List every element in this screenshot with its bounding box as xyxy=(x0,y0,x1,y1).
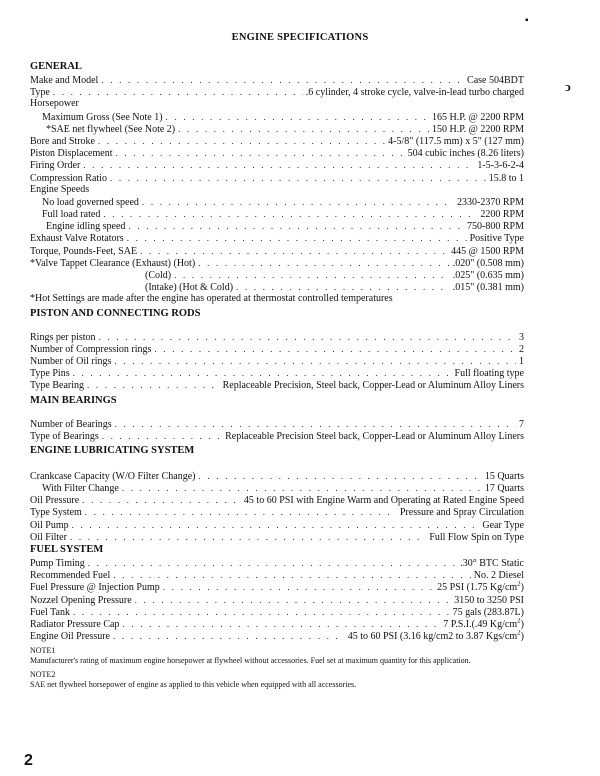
page-number: 2 xyxy=(24,752,33,769)
spec-row-rings: Rings per piston . . . 3 xyxy=(30,331,524,343)
spec-row-fuel-tank: Fuel Tank . . . 75 gals (283.87L) xyxy=(30,606,524,618)
note2-text: SAE net flywheel horsepower of engine as applied to this vehicle when equipped with all accessories. xyxy=(30,679,357,689)
hot-settings-note: *Hot Settings are made after the engine has operated at thermostat controlled temperatures xyxy=(30,293,393,305)
section-lubricating-heading: ENGINE LUBRICATING SYSTEM xyxy=(30,444,195,456)
spec-row-full-load: Full load rated . . . 2200 RPM xyxy=(30,208,524,220)
spec-row-no-load: No load governed speed . . . 2330-2370 RPM xyxy=(30,196,524,208)
spec-row-number-bearings: Number of Bearings . . . 7 xyxy=(30,418,524,430)
note2-heading: NOTE2 xyxy=(30,669,56,679)
spec-row-exhaust-rotators: Exhaust Valve Rotators . . . Positive Type xyxy=(30,232,524,244)
spec-row-nozzle-pressure: Nozzel Opening Pressure . . . 3150 to 3250 PSI xyxy=(30,594,524,606)
spec-row-tappet-intake: (Intake) (Hot & Cold) . . . .015" (0.381 mm) xyxy=(30,281,524,293)
spec-row-type-system: Type System . . . Pressure and Spray Circulation xyxy=(30,506,524,518)
section-main-bearings-heading: MAIN BEARINGS xyxy=(30,394,117,406)
spec-row-type-pins: Type Pins . . . Full floating type xyxy=(30,367,524,379)
spec-label-engine-speeds: Engine Speeds xyxy=(30,183,90,195)
spec-row-pump-timing: Pump Timing . . . .30° BTC Static xyxy=(30,557,524,569)
stray-mark: ▪ xyxy=(525,15,529,26)
spec-row-with-filter: With Filter Change . . . 17 Quarts xyxy=(30,482,524,494)
spec-row-max-gross: Maximum Gross (See Note 1) . . . 165 H.P. @ 2200 RPM xyxy=(30,111,524,123)
section-general-heading: GENERAL xyxy=(30,61,82,72)
note1-text: Manufacturer's rating of maximum engine horsepower at flywheel without accessories. Fuel set at maximum quantity for this application. xyxy=(30,656,471,666)
spec-row-type: Type . . . .6 cylinder, 4 stroke cycle, valve-in-lead turbo charged xyxy=(30,86,524,98)
note1-heading: NOTE1 xyxy=(30,646,56,656)
spec-row-compression-rings: Number of Compression rings . . . 2 xyxy=(30,343,524,355)
page-title: ENGINE SPECIFICATIONS xyxy=(231,32,369,43)
spec-row-make: Make and Model . . . Case 504BDT xyxy=(30,74,524,86)
spec-row-recommended-fuel: Recommended Fuel . . . No. 2 Diesel xyxy=(30,569,524,581)
spec-row-engine-oil-pressure: Engine Oil Pressure . . . 45 to 60 PSI (3.16 kg/cm2 to 3.87 Kgs/$cm^2$) xyxy=(30,630,524,642)
spec-row-oil-pump: Oil Pump . . . Gear Type xyxy=(30,519,524,531)
spec-row-displacement: Piston Displacement . . . 504 cubic inches (8.26 liters) xyxy=(30,147,524,159)
spec-row-tappet-cold: (Cold) . . . .025" (0.635 mm) xyxy=(30,269,524,281)
spec-row-crankcase: Crankcase Capacity (W/O Filter Change) . . . 15 Quarts xyxy=(30,470,524,482)
spec-label-horsepower: Horsepower xyxy=(30,98,79,110)
spec-row-oil-rings: Number of Oil rings . . . 1 xyxy=(30,355,524,367)
spec-row-compression: Compression Ratio . . . 15.8 to 1 xyxy=(30,172,524,184)
spec-row-type-bearings: Type of Bearings . . . Replaceable Precision Steel back, Copper-Lead or Aluminum Alloy Liners xyxy=(30,430,524,442)
spec-row-sae-net: *SAE net flywheel (See Note 2) . . . 150 H.P. @ 2200 RPM xyxy=(30,123,524,135)
spec-row-type-bearing: Type Bearing . . . Replaceable Precision, Steel back, Copper-Lead or Aluminum Alloy Liners xyxy=(30,379,524,391)
section-piston-heading: PISTON AND CONNECTING RODS xyxy=(30,307,201,319)
spec-row-firing-order: Firing Order . . . 1-5-3-6-2-4 xyxy=(30,159,524,171)
spec-row-bore: Bore and Stroke . . . 4-5/8" (117.5 mm) x 5" (127 mm) xyxy=(30,135,524,147)
corner-mark: ↄ xyxy=(565,79,571,94)
spec-row-idle: Engine idling speed . . . 750-800 RPM xyxy=(30,220,524,232)
spec-row-torque: Torque, Pounds-Feet, SAE . . . 445 @ 1500 RPM xyxy=(30,245,524,257)
spec-row-injection-pressure: Fuel Pressure @ Injection Pump . . . 25 PSI (1.75 $Kg/cm^2$) xyxy=(30,581,524,593)
spec-row-radiator-cap: Radiator Pressure Cap . . . 7 P.S.I.(.49 $Kg/cm^2$) xyxy=(30,618,524,630)
section-fuel-heading: FUEL SYSTEM xyxy=(30,544,104,555)
spec-row-tappet-exhaust-hot: *Valve Tappet Clearance (Exhaust) (Hot) . . . .020" (0.508 mm) xyxy=(30,257,524,269)
specs-column xyxy=(30,60,524,689)
spec-row-oil-filter: Oil Filter . . . Full Flow Spin on Type xyxy=(30,531,524,543)
spec-row-oil-pressure: Oil Pressure . . . 45 to 60 PSI with Engine Warm and Operating at Rated Engine Speed xyxy=(30,494,524,506)
